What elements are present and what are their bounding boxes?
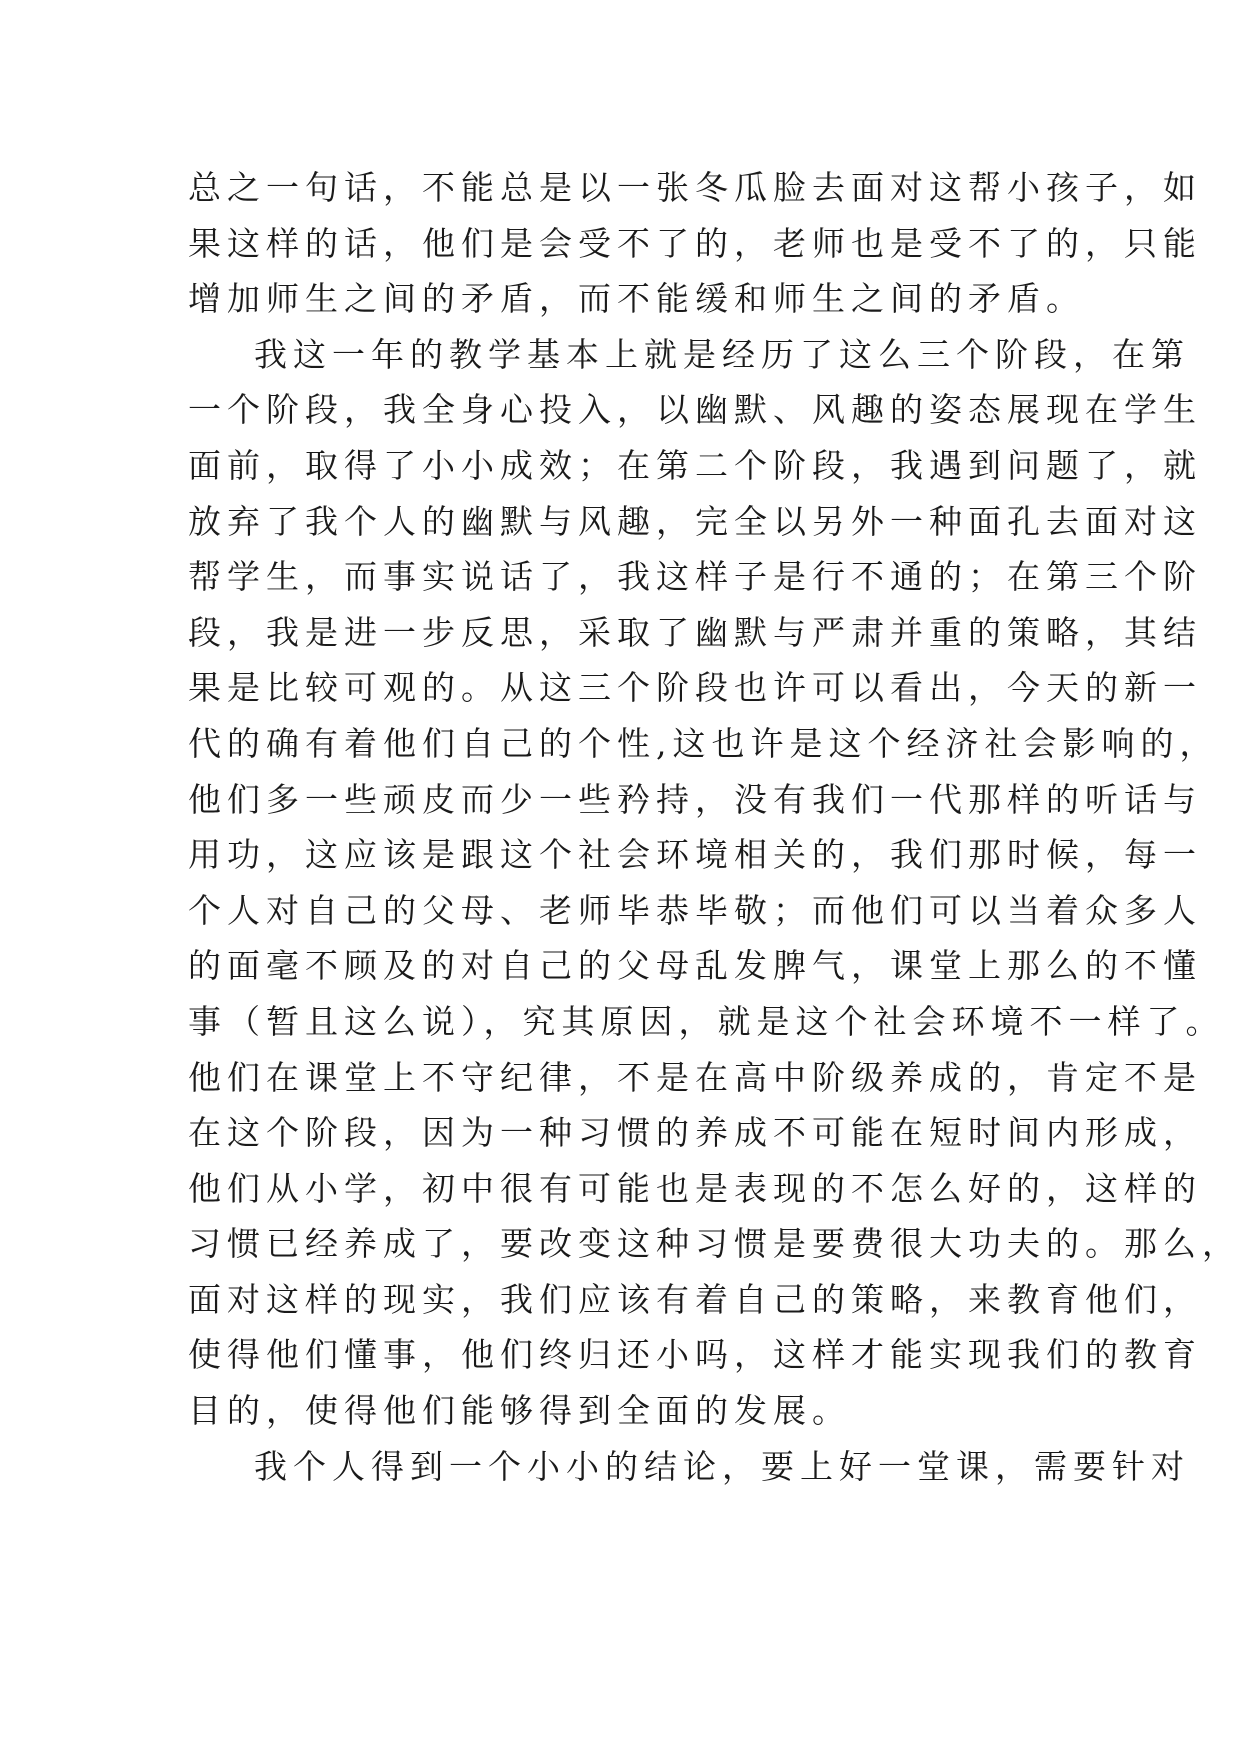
text-line: 面前，取得了小小成效；在第二个阶段，我遇到问题了，就 <box>188 445 1202 485</box>
text-line: 总之一句话，不能总是以一张冬瓜脸去面对这帮小孩子，如 <box>188 168 1202 207</box>
text-line: 他们多一些顽皮而少一些矜持，没有我们一代那样的听话与 <box>188 779 1202 819</box>
text-line: 用功，这应该是跟这个社会环境相关的，我们那时候，每一 <box>188 835 1202 875</box>
text-line: 果是比较可观的。从这三个阶段也许可以看出，今天的新一 <box>188 668 1202 708</box>
text-line: 帮学生，而事实说话了，我这样子是行不通的；在第三个阶 <box>188 557 1202 597</box>
text-line: 段，我是进一步反思，采取了幽默与严肃并重的策略，其结 <box>188 612 1202 652</box>
text-line: 他们从小学，初中很有可能也是表现的不怎么好的，这样的 <box>188 1168 1202 1208</box>
text-line: 果这样的话，他们是会受不了的，老师也是受不了的，只能 <box>188 223 1202 263</box>
text-line: 习惯已经养成了，要改变这种习惯是要费很大功夫的。那么， <box>188 1224 1241 1264</box>
text-line: 面对这样的现实，我们应该有着自己的策略，来教育他们， <box>188 1279 1202 1319</box>
text-line: 事（暂且这么说），究其原因，就是这个社会环境不一样了。 <box>188 1001 1225 1041</box>
text-line: 放弃了我个人的幽默与风趣，完全以另外一种面孔去面对这 <box>188 501 1202 541</box>
text-line: 一个阶段，我全身心投入，以幽默、风趣的姿态展现在学生 <box>188 390 1202 430</box>
text-line: 使得他们懂事，他们终归还小吗，这样才能实现我们的教育 <box>188 1335 1202 1375</box>
text-line: 我这一年的教学基本上就是经历了这么三个阶段，在第 <box>254 334 1190 374</box>
text-line: 代的确有着他们自己的个性,这也许是这个经济社会影响的， <box>188 723 1219 763</box>
text-line: 增加师生之间的矛盾，而不能缓和师生之间的矛盾。 <box>188 279 1085 319</box>
text-line: 他们在课堂上不守纪律，不是在高中阶级养成的，肯定不是 <box>188 1057 1202 1097</box>
text-line: 目的，使得他们能够得到全面的发展。 <box>188 1391 851 1431</box>
body-text <box>188 160 1241 1494</box>
text-line: 个人对自己的父母、老师毕恭毕敬；而他们可以当着众多人 <box>188 890 1202 930</box>
text-line: 在这个阶段，因为一种习惯的养成不可能在短时间内形成， <box>188 1113 1202 1153</box>
text-line: 的面毫不顾及的对自己的父母乱发脾气，课堂上那么的不懂 <box>188 946 1202 986</box>
text-line: 我个人得到一个小小的结论，要上好一堂课，需要针对 <box>254 1446 1190 1486</box>
